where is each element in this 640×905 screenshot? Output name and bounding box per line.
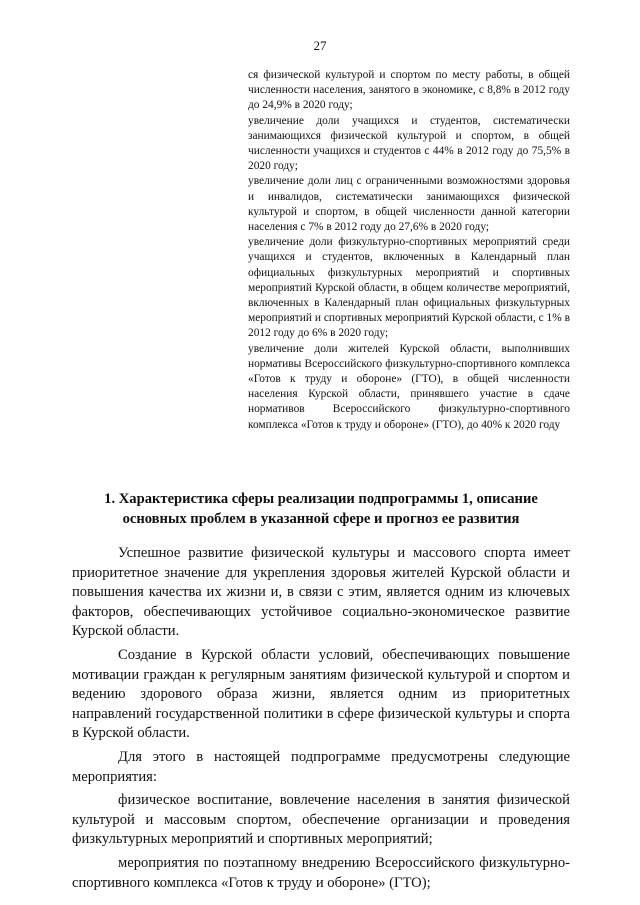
indicator-item: увеличение доли жителей Курской области, выполнивших нормативы Всероссийского физкультурно-спортивного комплекса «Готов к труду и обороне» (ГТО), в общей численности населения Курской области, принявшего участие в сдаче нормативов Всероссийского физкультурно-спортивного комплекса «Готов к труду и обороне» (ГТО), до 40% к 2020 году — [248, 342, 570, 431]
body-paragraph: мероприятия по поэтапному внедрению Всероссийского физкультурно-спортивного комплекса «Готов к труду и обороне» (ГТО); — [72, 854, 570, 891]
target-indicators-list — [248, 68, 570, 433]
indicator-item: увеличение доли физкультурно-спортивных мероприятий среди учащихся и студентов, включенных в Календарный план официальных физкультурных мероприятий и спортивных мероприятий Курской области, в общем количестве мероприятий, включенных в Календарный план официальных физкультурных мероприятий и спортивных мероприятий Курской области, с 1% в 2012 году до 6% в 2020 году; — [248, 236, 570, 340]
body-paragraph: Создание в Курской области условий, обеспечивающих повышение мотивации граждан к регулярным занятиям физической культурой и спортом и ведению здорового образа жизни, является одним из приоритетных направлений государственной политики в сфере физической культуры и спорта в Курской области. — [72, 646, 570, 742]
indicator-item: увеличение доли лиц с ограниченными возможностями здоровья и инвалидов, систематически занимающихся физической культурой и спортом, в общей численности данной категории населения с 7% в 2012 году до 27,6% в 2020 году; — [248, 175, 570, 234]
body-paragraph: физическое воспитание, вовлечение населения в занятия физической культурой и массовым спортом, обеспечение организации и проведения физкультурных мероприятий и спортивных мероприятий; — [72, 792, 570, 848]
section-body — [72, 544, 570, 897]
section-heading: 1. Характеристика сферы реализации подпрограммы 1, описание основных проблем в указанной сфере и прогноз ее развития — [104, 491, 538, 527]
page-number: 27 — [313, 38, 327, 53]
indicator-item: увеличение доли учащихся и студентов, систематически занимающихся физической культурой и спортом, в общей численности учащихся и студентов с 44% в 2012 году до 75,5% в 2020 году; — [248, 114, 570, 173]
indicator-item: ся физической культурой и спортом по месту работы, в общей численности населения, занятого в экономике, с 8,8% в 2012 году до 24,9% в 2020 году; — [248, 69, 570, 112]
body-paragraph: Для этого в настоящей подпрограмме предусмотрены следующие мероприятия: — [72, 748, 570, 785]
body-paragraph: Успешное развитие физической культуры и массового спорта имеет приоритетное значение для укрепления здоровья жителей Курской области и повышения качества их жизни и, в связи с этим, является одним из ключевых факторов, обеспечивающих устойчивое социально-экономическое развитие Курской области. — [72, 545, 570, 640]
